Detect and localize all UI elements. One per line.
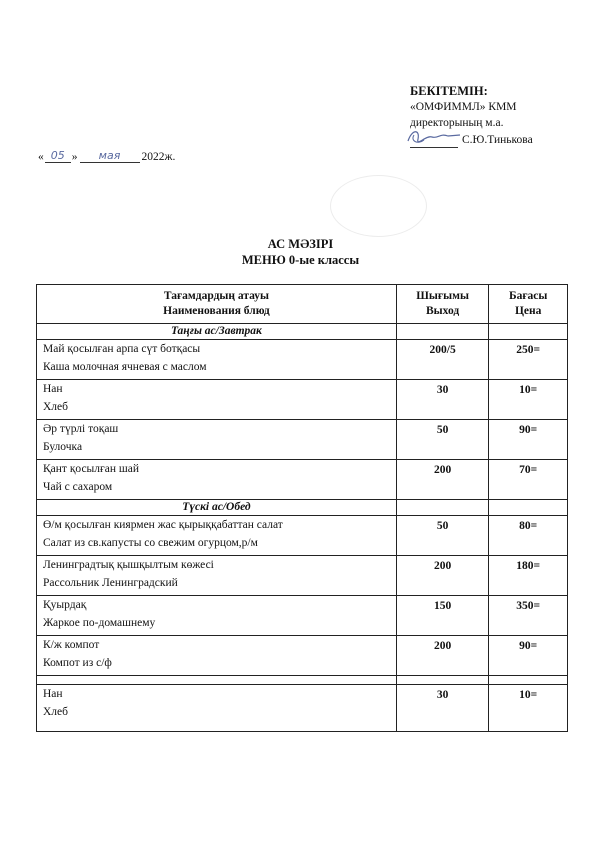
dish-name-kz: Май қосылған арпа сүт ботқасы	[43, 343, 201, 355]
dish-name-kz: Әр түрлі тоқаш	[43, 423, 119, 435]
dish-name-kz: Ө/м қосылған киярмен жас қырыққабаттан салат	[43, 519, 283, 531]
menu-table	[36, 284, 568, 732]
date-close-quote: »	[71, 151, 78, 163]
approval-block	[410, 83, 533, 148]
table-row	[37, 516, 568, 556]
dish-name-ru: Хлеб	[43, 401, 68, 413]
table-row	[37, 380, 568, 420]
dish-price: 10=	[489, 380, 568, 420]
dish-name-ru: Хлеб	[43, 706, 68, 718]
header-output-kz: Шығымы	[416, 290, 469, 302]
header-name-kz: Тағамдардың атауы	[163, 290, 269, 302]
dish-price: 180=	[489, 556, 568, 596]
header-price-ru: Цена	[514, 305, 542, 317]
empty-row	[37, 676, 568, 685]
dish-name-kz: Нан	[43, 688, 63, 700]
table-row	[37, 685, 568, 732]
approval-org: «ОМФИММЛ» КММ	[410, 101, 517, 113]
dish-price: 250=	[489, 340, 568, 380]
dish-output: 200	[396, 556, 489, 596]
date-open-quote: «	[38, 151, 44, 163]
header-name-ru: Наименования блюд	[163, 305, 270, 317]
dish-price: 80=	[489, 516, 568, 556]
dish-name-kz: Қуырдақ	[43, 599, 87, 611]
approval-date	[38, 150, 175, 163]
title-kz: АС МӘЗІРІ	[267, 237, 334, 251]
dish-name-kz: К/ж компот	[43, 639, 100, 651]
header-name	[37, 285, 397, 324]
dish-output: 30	[396, 685, 489, 732]
table-row	[37, 596, 568, 636]
dish-name-ru: Булочка	[43, 441, 83, 453]
approval-title: БЕКІТЕМІН:	[410, 84, 488, 98]
dish-price: 70=	[489, 460, 568, 500]
dish-name-ru: Чай с сахаром	[43, 481, 113, 493]
dish-price: 90=	[489, 636, 568, 676]
dish-output: 200	[396, 460, 489, 500]
dish-output: 30	[396, 380, 489, 420]
dish-output: 200/5	[396, 340, 489, 380]
header-output-ru: Выход	[426, 305, 460, 317]
dish-name-ru: Каша молочная ячневая с маслом	[43, 361, 207, 373]
section-row-lunch	[37, 500, 568, 516]
section-label: Түскі ас/Обед	[37, 500, 397, 516]
title-ru: МЕНЮ 0-ые классы	[241, 253, 360, 267]
table-row	[37, 340, 568, 380]
dish-price: 10=	[489, 685, 568, 732]
dish-name-ru: Салат из св.капусты со свежим огурцом,р/м	[43, 537, 258, 549]
signature-line	[410, 131, 533, 148]
faint-stamp	[330, 175, 427, 237]
table-row	[37, 460, 568, 500]
dish-name-kz: Нан	[43, 383, 63, 395]
table-row	[37, 636, 568, 676]
section-row-breakfast	[37, 324, 568, 340]
date-year: 2022ж.	[141, 151, 176, 163]
header-price	[489, 285, 568, 324]
page-title	[0, 236, 601, 268]
date-day: 05	[45, 150, 71, 163]
table-header-row	[37, 285, 568, 324]
dish-name-ru: Рассольник Ленинградский	[43, 577, 178, 589]
header-price-kz: Бағасы	[508, 290, 548, 302]
table-row	[37, 556, 568, 596]
dish-price: 350=	[489, 596, 568, 636]
dish-name-ru: Компот из с/ф	[43, 657, 112, 669]
dish-name-kz: Қант қосылған шай	[43, 463, 139, 475]
table-row	[37, 420, 568, 460]
section-label: Таңғы ас/Завтрак	[37, 324, 397, 340]
dish-name-ru: Жаркое по-домашнему	[43, 617, 156, 629]
dish-output: 200	[396, 636, 489, 676]
approval-signer: С.Ю.Тинькова	[462, 134, 533, 146]
dish-output: 50	[396, 420, 489, 460]
approval-position: директорының м.а.	[410, 117, 504, 129]
dish-output: 50	[396, 516, 489, 556]
header-output	[396, 285, 489, 324]
dish-name-kz: Ленинградтық қышқылтым көжесі	[43, 559, 214, 571]
dish-price: 90=	[489, 420, 568, 460]
handwritten-signature	[410, 131, 458, 148]
date-month: мая	[80, 150, 140, 163]
dish-output: 150	[396, 596, 489, 636]
